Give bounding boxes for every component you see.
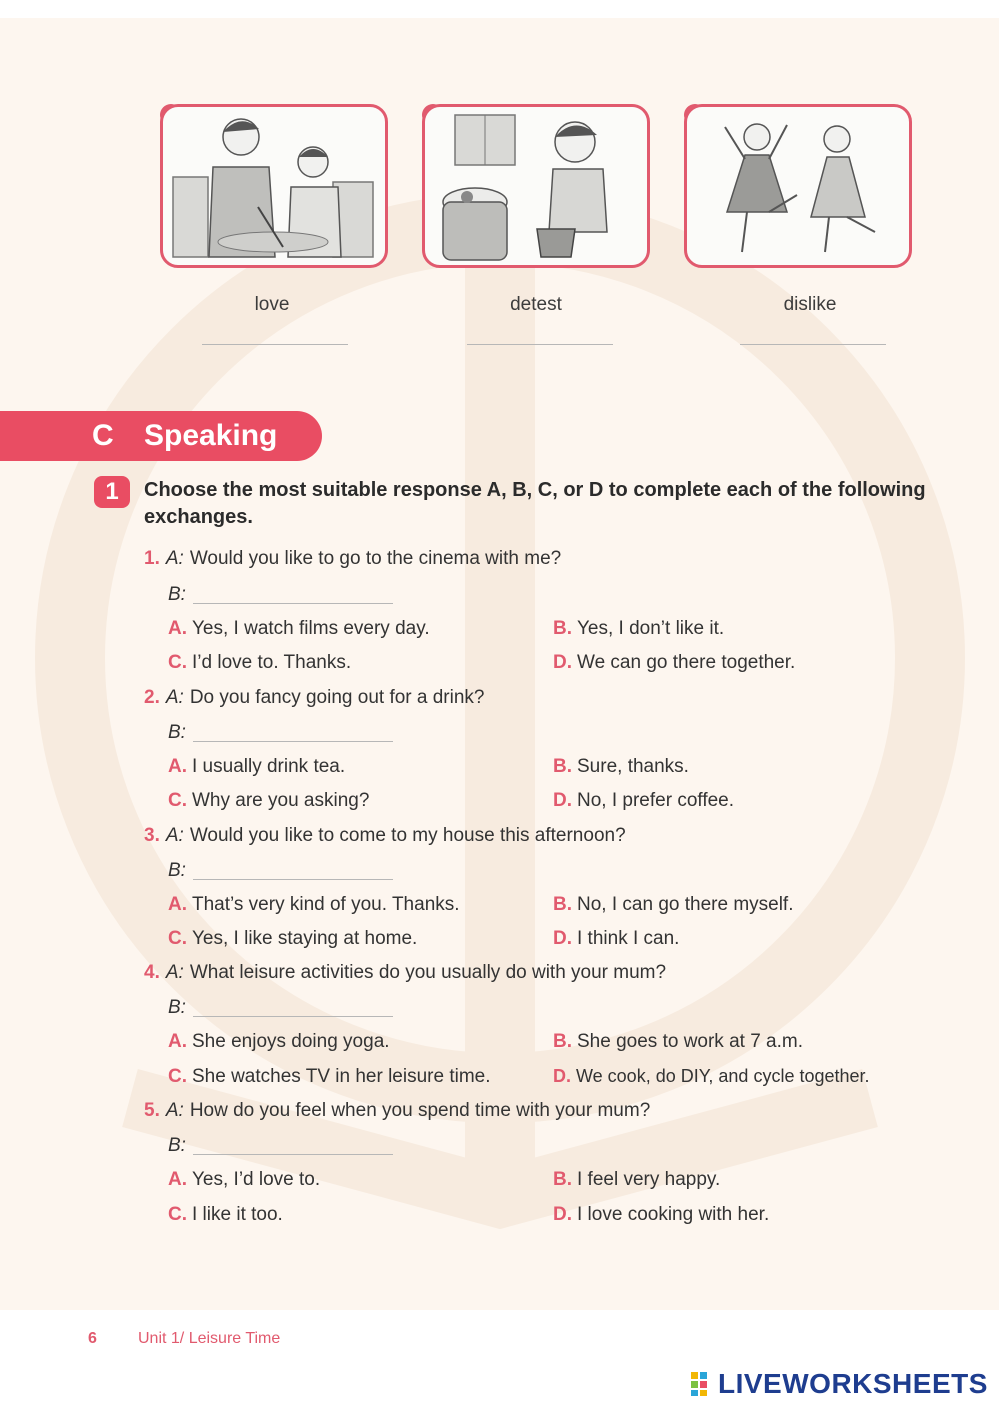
answer-blank-3[interactable] (193, 879, 393, 880)
option-text: Yes, I like staying at home. (192, 928, 418, 949)
option-letter: C. (168, 928, 187, 949)
option-2c[interactable] (168, 790, 369, 812)
speaker-b-row (168, 1135, 192, 1157)
option-letter: B. (553, 618, 572, 639)
option-text: Yes, I’d love to. (192, 1169, 321, 1190)
answer-blank-1[interactable] (193, 603, 393, 604)
option-5d[interactable] (553, 1204, 769, 1226)
option-text: We can go there together. (577, 652, 796, 673)
question-3 (144, 825, 626, 847)
question-number: 5. (144, 1100, 160, 1121)
option-letter: C. (168, 652, 187, 673)
option-2a[interactable] (168, 756, 345, 778)
option-text: She goes to work at 7 a.m. (577, 1031, 804, 1052)
speaker-b: B: (168, 584, 186, 605)
unit-title: Unit 1/ Leisure Time (138, 1330, 281, 1347)
option-2d[interactable] (553, 790, 734, 812)
picture-boy-cooking (422, 104, 650, 268)
option-5a[interactable] (168, 1169, 320, 1191)
exercise-number-badge: 1 (94, 476, 130, 508)
section-title: Speaking (144, 419, 278, 452)
section-header (0, 411, 322, 461)
option-1d[interactable] (553, 652, 795, 674)
option-4c[interactable] (168, 1066, 491, 1088)
speaker-b-row (168, 584, 192, 606)
question-prompt: Would you like to come to my house this afternoon? (189, 825, 626, 846)
option-3d[interactable] (553, 928, 679, 950)
question-prompt: What leisure activities do you usually do with your mum? (189, 962, 667, 983)
option-text: I think I can. (577, 928, 680, 949)
question-number: 2. (144, 687, 160, 708)
option-text: I like it too. (192, 1204, 283, 1225)
liveworksheets-text: LIVEWORKSHEETS (718, 1368, 988, 1399)
option-4d[interactable] (553, 1066, 870, 1087)
question-4 (144, 962, 666, 984)
option-text: She watches TV in her leisure time. (192, 1066, 491, 1087)
word-dislike: dislike (783, 294, 837, 315)
option-text: I love cooking with her. (577, 1204, 770, 1225)
option-letter: C. (168, 1204, 187, 1225)
option-text: Yes, I don’t like it. (577, 618, 725, 639)
question-prompt: How do you feel when you spend time with your mum? (189, 1100, 651, 1121)
picture-girls-dancing (684, 104, 912, 268)
option-5b[interactable] (553, 1169, 720, 1191)
speaker-a: A: (165, 962, 184, 983)
question-prompt: Do you fancy going out for a drink? (189, 687, 485, 708)
option-text: No, I can go there myself. (577, 894, 794, 915)
option-letter: B. (553, 894, 572, 915)
option-4b[interactable] (553, 1031, 803, 1053)
option-text: Why are you asking? (192, 790, 370, 811)
speaker-b-row (168, 722, 192, 744)
option-letter: D. (553, 652, 572, 673)
option-letter: B. (553, 756, 572, 777)
option-letter: B. (553, 1169, 572, 1190)
option-letter: D. (553, 790, 572, 811)
answer-line-5[interactable] (467, 344, 613, 345)
speaker-a: A: (165, 1100, 184, 1121)
word-love: love (254, 294, 290, 315)
option-1b[interactable] (553, 618, 724, 640)
option-letter: D. (553, 1066, 571, 1086)
option-4a[interactable] (168, 1031, 390, 1053)
option-letter: A. (168, 1031, 187, 1052)
question-prompt: Would you like to go to the cinema with me? (189, 548, 562, 569)
speaker-a: A: (165, 825, 184, 846)
speaker-b-row (168, 997, 192, 1019)
speaker-a: A: (165, 548, 184, 569)
question-number: 1. (144, 548, 160, 569)
word-detest: detest (510, 294, 562, 315)
option-letter: A. (168, 894, 187, 915)
question-1 (144, 548, 561, 570)
liveworksheets-logo[interactable] (690, 1367, 988, 1401)
option-letter: A. (168, 618, 187, 639)
question-5 (144, 1100, 650, 1122)
speaker-b: B: (168, 860, 186, 881)
speaker-b-row (168, 860, 192, 882)
option-3a[interactable] (168, 894, 460, 916)
option-text: Yes, I watch films every day. (192, 618, 430, 639)
option-text: I usually drink tea. (192, 756, 346, 777)
option-1c[interactable] (168, 652, 351, 674)
question-number: 3. (144, 825, 160, 846)
answer-line-6[interactable] (740, 344, 886, 345)
answer-line-4[interactable] (202, 344, 348, 345)
answer-blank-4[interactable] (193, 1016, 393, 1017)
option-text: Sure, thanks. (577, 756, 689, 777)
option-letter: D. (553, 928, 572, 949)
speaker-a: A: (165, 687, 184, 708)
question-2 (144, 687, 485, 709)
option-1a[interactable] (168, 618, 430, 640)
speaker-b: B: (168, 722, 186, 743)
worksheet-page (0, 18, 999, 1310)
option-letter: A. (168, 756, 187, 777)
option-text: That’s very kind of you. Thanks. (192, 894, 460, 915)
option-letter: A. (168, 1169, 187, 1190)
picture-father-son-diy (160, 104, 388, 268)
option-2b[interactable] (553, 756, 689, 778)
option-letter: D. (553, 1204, 572, 1225)
option-letter: B. (553, 1031, 572, 1052)
option-5c[interactable] (168, 1204, 283, 1226)
answer-blank-5[interactable] (193, 1154, 393, 1155)
speaker-b: B: (168, 997, 186, 1018)
liveworksheets-grid-icon (690, 1371, 716, 1397)
option-letter: C. (168, 1066, 187, 1087)
option-text: She enjoys doing yoga. (192, 1031, 390, 1052)
option-text: No, I prefer coffee. (577, 790, 735, 811)
option-text: I feel very happy. (577, 1169, 721, 1190)
page-number: 6 (88, 1330, 97, 1347)
question-number: 4. (144, 962, 160, 983)
exercise-instruction: Choose the most suitable response A, B, C, or D to complete each of the following exchanges. (144, 479, 926, 528)
option-letter: C. (168, 790, 187, 811)
option-text: We cook, do DIY, and cycle together. (576, 1066, 870, 1086)
option-text: I’d love to. Thanks. (192, 652, 352, 673)
section-letter: C (92, 419, 114, 452)
option-3b[interactable] (553, 894, 794, 916)
option-3c[interactable] (168, 928, 417, 950)
speaker-b: B: (168, 1135, 186, 1156)
answer-blank-2[interactable] (193, 741, 393, 742)
